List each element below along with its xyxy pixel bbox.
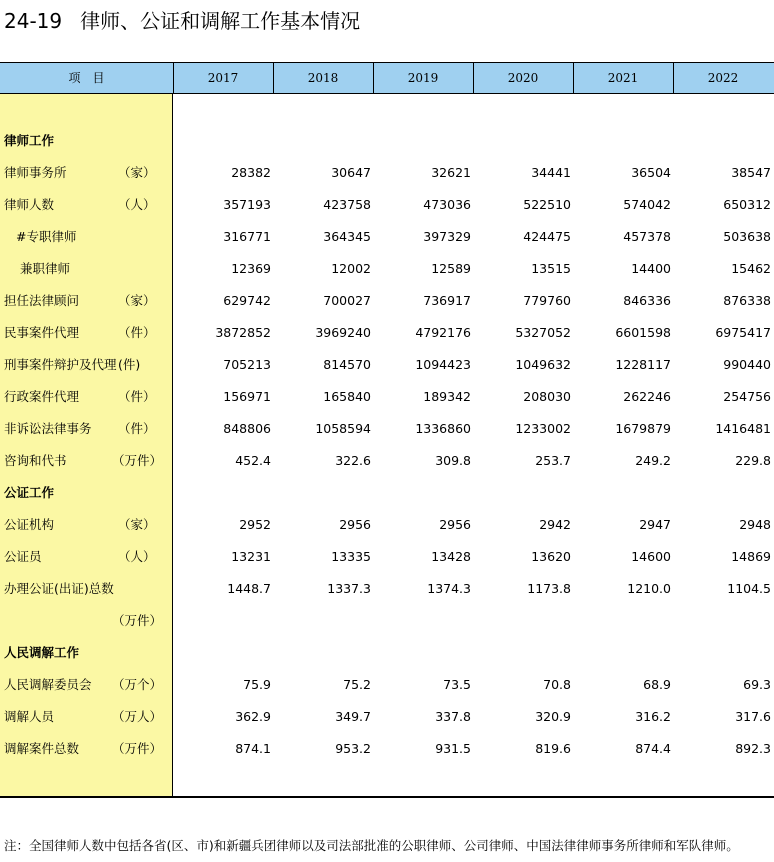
- row-unit: （家）: [118, 517, 156, 532]
- table-row: [0, 317, 774, 349]
- table-row: [0, 413, 774, 445]
- cell-2021: 316.2: [635, 709, 671, 724]
- row-unit: （万件）: [112, 741, 163, 756]
- cell-2022: 229.8: [735, 453, 771, 468]
- cell-2020: 779760: [523, 293, 571, 308]
- header-year-2022: 2022: [707, 71, 739, 85]
- header-year-2019: 2019: [407, 71, 439, 85]
- row-label: 刑事案件辩护及代理: [4, 357, 117, 372]
- cell-2020: 208030: [523, 389, 571, 404]
- row-unit: （件）: [118, 325, 156, 340]
- cell-2020: 424475: [523, 229, 571, 244]
- cell-2020: 320.9: [535, 709, 571, 724]
- row-label: 行政案件代理: [4, 389, 80, 404]
- section-row: [0, 637, 774, 669]
- statistics-table: [0, 62, 774, 798]
- cell-2021: 457378: [623, 229, 671, 244]
- table-row: [0, 157, 774, 189]
- cell-2021: 874.4: [635, 741, 671, 756]
- row-unit: （人）: [118, 549, 156, 564]
- cell-2022: 1416481: [715, 421, 771, 436]
- cell-2019: 12589: [431, 261, 471, 276]
- row-label: 调解案件总数: [4, 741, 80, 756]
- cell-2021: 846336: [623, 293, 671, 308]
- table-row: [0, 701, 774, 733]
- row-unit: （万件）: [112, 613, 163, 628]
- cell-2020: 2942: [539, 517, 571, 532]
- cell-2020: 13620: [531, 549, 571, 564]
- cell-2018: 13335: [331, 549, 371, 564]
- cell-2019: 13428: [431, 549, 471, 564]
- section-row: [0, 477, 774, 509]
- cell-2018: 75.2: [343, 677, 371, 692]
- section-row: [0, 125, 774, 157]
- cell-2020: 13515: [531, 261, 571, 276]
- cell-2017: 2952: [239, 517, 271, 532]
- row-label: 律师人数: [4, 197, 55, 212]
- cell-2022: 254756: [723, 389, 771, 404]
- cell-2021: 14600: [631, 549, 671, 564]
- section-label: 人民调解工作: [4, 645, 80, 660]
- cell-2018: 349.7: [335, 709, 371, 724]
- cell-2018: 1337.3: [327, 581, 371, 596]
- table-row: [0, 381, 774, 413]
- row-unit: （万人）: [112, 709, 163, 724]
- cell-2022: 2948: [739, 517, 771, 532]
- cell-2022: 1104.5: [727, 581, 771, 596]
- cell-2021: 1228117: [615, 357, 671, 372]
- cell-2020: 522510: [523, 197, 571, 212]
- header-year-2020: 2020: [507, 71, 539, 85]
- footnote: 注：全国律师人数中包括各省(区、市)和新疆兵团律师以及司法部批准的公职律师、公司律师、中国法律律师事务所律师和军队律师。: [4, 838, 739, 853]
- row-label: 非诉讼法律事务: [4, 421, 92, 436]
- row-label: 民事案件代理: [4, 325, 80, 340]
- cell-2017: 12369: [231, 261, 271, 276]
- table-row: [0, 221, 774, 253]
- cell-2019: 2956: [439, 517, 471, 532]
- cell-2017: 874.1: [235, 741, 271, 756]
- cell-2020: 253.7: [535, 453, 571, 468]
- cell-2021: 574042: [623, 197, 671, 212]
- cell-2018: 700027: [323, 293, 371, 308]
- cell-2017: 156971: [223, 389, 271, 404]
- row-unit: （家）: [118, 293, 156, 308]
- cell-2018: 1058594: [315, 421, 371, 436]
- header-year-2018: 2018: [307, 71, 339, 85]
- cell-2021: 36504: [631, 165, 671, 180]
- row-unit: （万个）: [112, 677, 163, 692]
- cell-2019: 397329: [423, 229, 471, 244]
- cell-2017: 75.9: [243, 677, 271, 692]
- cell-2021: 68.9: [643, 677, 671, 692]
- cell-2022: 69.3: [743, 677, 771, 692]
- row-unit: （万件）: [112, 453, 163, 468]
- cell-2017: 705213: [223, 357, 271, 372]
- cell-2019: 73.5: [443, 677, 471, 692]
- cell-2017: 629742: [223, 293, 271, 308]
- cell-2018: 30647: [331, 165, 371, 180]
- row-unit: （人）: [118, 197, 156, 212]
- cell-2017: 357193: [223, 197, 271, 212]
- table-row: [0, 669, 774, 701]
- row-label: 担任法律顾问: [4, 293, 80, 308]
- table-row: [0, 349, 774, 381]
- cell-2021: 249.2: [635, 453, 671, 468]
- cell-2017: 362.9: [235, 709, 271, 724]
- cell-2019: 4792176: [415, 325, 471, 340]
- section-label: 公证工作: [4, 485, 55, 500]
- cell-2018: 423758: [323, 197, 371, 212]
- table-row: [0, 541, 774, 573]
- cell-2019: 1374.3: [427, 581, 471, 596]
- cell-2018: 165840: [323, 389, 371, 404]
- cell-2017: 28382: [231, 165, 271, 180]
- table-row: [0, 509, 774, 541]
- cell-2017: 316771: [223, 229, 271, 244]
- cell-2020: 70.8: [543, 677, 571, 692]
- header-year-2021: 2021: [607, 71, 639, 85]
- cell-2022: 990440: [723, 357, 771, 372]
- row-label: 咨询和代书: [4, 453, 67, 468]
- table-row: [0, 285, 774, 317]
- row-label: 公证员: [4, 549, 42, 564]
- cell-2020: 819.6: [535, 741, 571, 756]
- row-label: 办理公证(出证)总数: [4, 581, 114, 596]
- table-title: [4, 5, 360, 34]
- row-unit: （件）: [118, 421, 156, 436]
- cell-2021: 1210.0: [627, 581, 671, 596]
- cell-2020: 34441: [531, 165, 571, 180]
- cell-2022: 38547: [731, 165, 771, 180]
- row-label: 兼职律师: [20, 261, 71, 276]
- table-bottom-rule: [0, 796, 774, 798]
- cell-2017: 13231: [231, 549, 271, 564]
- row-label: 人民调解委员会: [4, 677, 92, 692]
- header-item: 项 目: [68, 71, 105, 85]
- cell-2019: 473036: [423, 197, 471, 212]
- cell-2022: 317.6: [735, 709, 771, 724]
- cell-2020: 1049632: [515, 357, 571, 372]
- cell-2018: 12002: [331, 261, 371, 276]
- table-row: [0, 733, 774, 765]
- cell-2020: 5327052: [515, 325, 571, 340]
- row-label: 公证机构: [4, 517, 55, 532]
- cell-2018: 3969240: [315, 325, 371, 340]
- row-label: 律师事务所: [4, 165, 67, 180]
- cell-2021: 6601598: [615, 325, 671, 340]
- cell-2021: 2947: [639, 517, 671, 532]
- cell-2022: 15462: [731, 261, 771, 276]
- row-label: #专职律师: [16, 229, 77, 244]
- cell-2022: 876338: [723, 293, 771, 308]
- table-row: [0, 445, 774, 477]
- table-number: 24-19: [4, 9, 63, 33]
- cell-2017: 3872852: [215, 325, 271, 340]
- cell-2017: 1448.7: [227, 581, 271, 596]
- cell-2020: 1173.8: [527, 581, 571, 596]
- cell-2022: 14869: [731, 549, 771, 564]
- cell-2022: 650312: [723, 197, 771, 212]
- cell-2019: 931.5: [435, 741, 471, 756]
- cell-2021: 14400: [631, 261, 671, 276]
- cell-2017: 452.4: [235, 453, 271, 468]
- table-row: [0, 253, 774, 285]
- row-unit: （件）: [118, 389, 156, 404]
- cell-2019: 337.8: [435, 709, 471, 724]
- section-label: 律师工作: [4, 133, 55, 148]
- cell-2019: 32621: [431, 165, 471, 180]
- cell-2019: 1336860: [415, 421, 471, 436]
- table-header: [0, 62, 774, 94]
- cell-2022: 892.3: [735, 741, 771, 756]
- cell-2018: 364345: [323, 229, 371, 244]
- cell-2019: 1094423: [415, 357, 471, 372]
- cell-2018: 953.2: [335, 741, 371, 756]
- header-year-2017: 2017: [207, 71, 239, 85]
- table-row: [0, 189, 774, 221]
- table-title-text: 律师、公证和调解工作基本情况: [80, 9, 361, 33]
- cell-2018: 322.6: [335, 453, 371, 468]
- cell-2021: 262246: [623, 389, 671, 404]
- table-row: [0, 573, 774, 605]
- cell-2021: 1679879: [615, 421, 671, 436]
- row-label: 调解人员: [4, 709, 55, 724]
- cell-2019: 189342: [423, 389, 471, 404]
- cell-2019: 309.8: [435, 453, 471, 468]
- cell-2022: 6975417: [715, 325, 771, 340]
- cell-2022: 503638: [723, 229, 771, 244]
- cell-2019: 736917: [423, 293, 471, 308]
- cell-2018: 2956: [339, 517, 371, 532]
- table-row: [0, 605, 774, 637]
- cell-2017: 848806: [223, 421, 271, 436]
- row-unit: (件): [118, 357, 141, 372]
- cell-2018: 814570: [323, 357, 371, 372]
- cell-2020: 1233002: [515, 421, 571, 436]
- row-unit: （家）: [118, 165, 156, 180]
